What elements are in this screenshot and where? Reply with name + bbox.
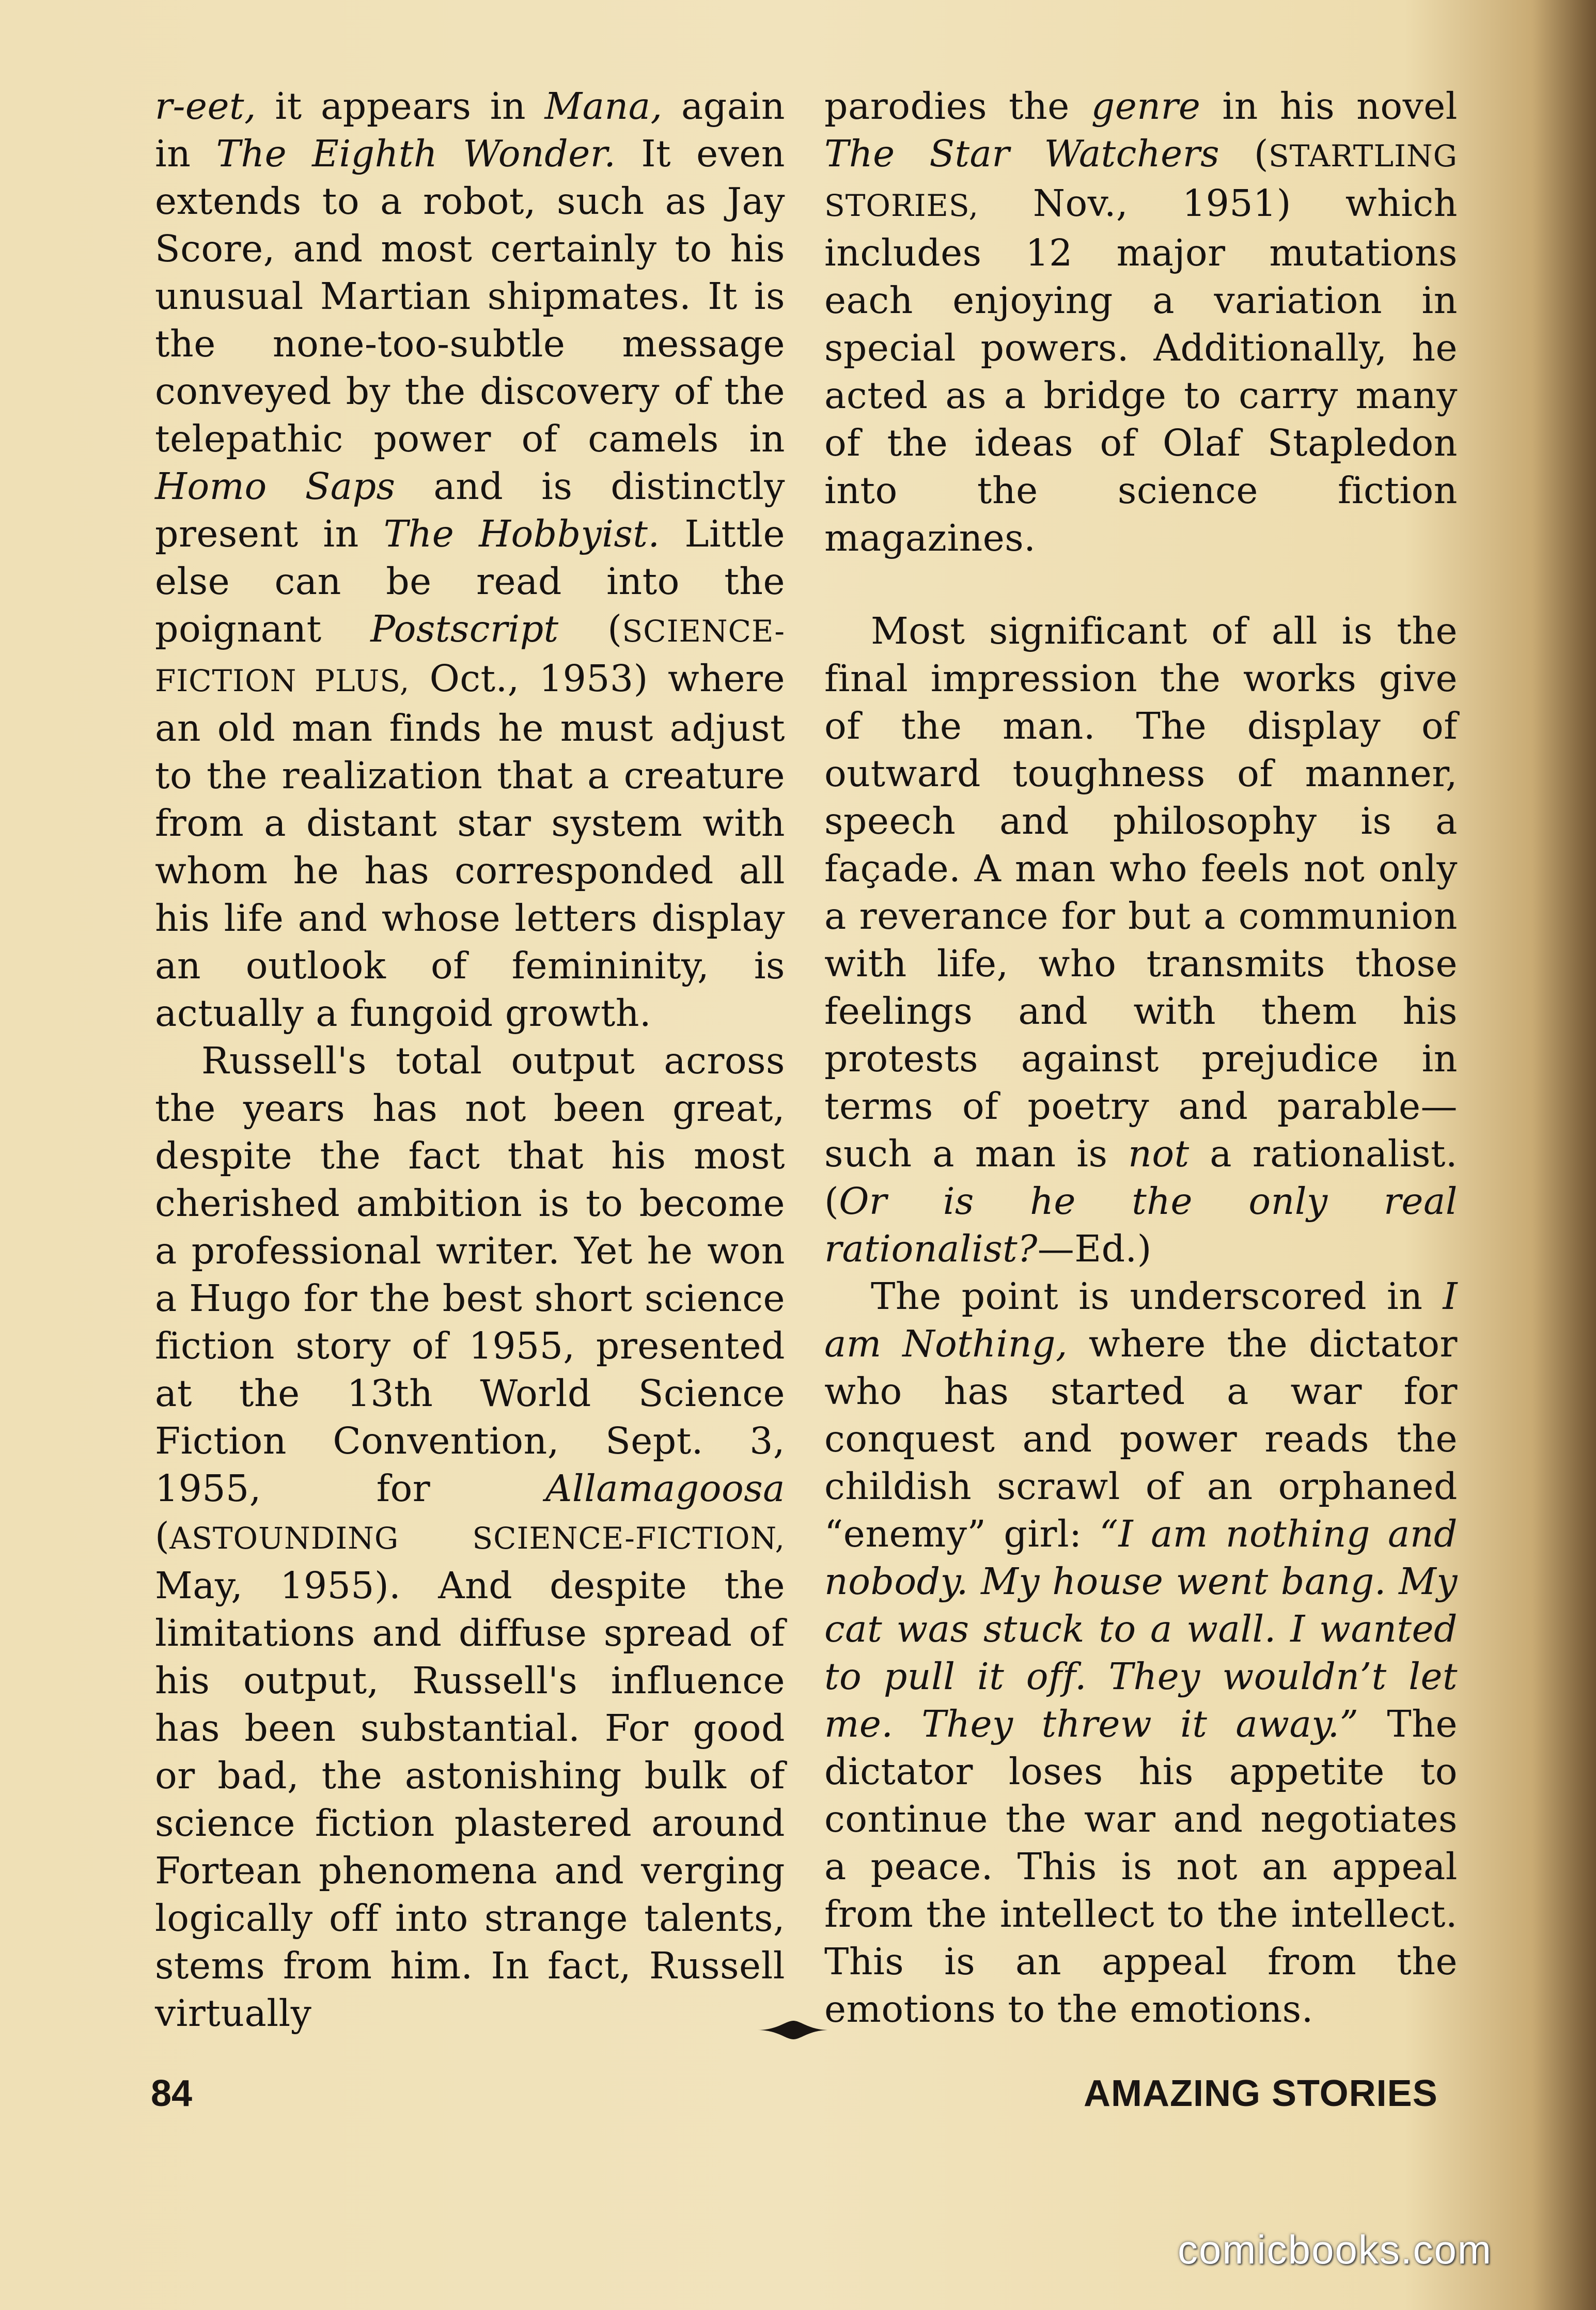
text-run: where the dictator who has started a war for conquest and power reads the childish scrawl of an orphaned “enemy” girl:: [824, 1322, 1458, 1555]
text-run: It even extends to a robot, such as Jay Score, and most certainly to his unusual Martian shipmates. It is the none-too-subtle message conveyed by the discovery of the telepathic power of camels in: [155, 132, 785, 460]
text-run: The point is underscored in: [871, 1275, 1443, 1318]
running-title: AMAZING STORIES: [1084, 2073, 1438, 2114]
italic-quote: “I am nothing and nobody. My house went bang. My cat was stuck to a wall. I wanted to pull it off. They wouldn’t let me. They threw it away.”: [824, 1512, 1458, 1745]
italic-title: Homo Saps: [155, 465, 396, 508]
text-run: Oct., 1953) where an old man finds he must adjust to the realization that a creature from a distant star system with whom he has corresponded all his life and whose letters display an outlook of femininity, is actually a fungoid growth.: [155, 657, 785, 1035]
paragraph: [824, 607, 1458, 1273]
text-run: Most significant of all is the final impression the works give of the man. The display of outward toughness of manner, speech and philosophy is a façade. A man who feels not only a reverance for but a communion with life, who transmits those feelings and with them his protests against prejudice in terms of poetry and parable—such a man is: [824, 610, 1458, 1175]
paragraph: [824, 1273, 1458, 2033]
text-run: in his novel: [1200, 85, 1458, 128]
text-run: (: [155, 1515, 170, 1557]
left-text-column: [155, 83, 785, 2037]
italic-text: r-eet,: [155, 85, 257, 128]
paragraph: [824, 83, 1458, 562]
paragraph: [155, 1037, 785, 2037]
right-text-column: [824, 83, 1458, 2033]
text-run: again in: [155, 85, 785, 175]
text-run: it appears in: [256, 85, 545, 128]
italic-text: Or is he the only real rationalist?: [824, 1180, 1458, 1270]
italic-title: Mana,: [544, 85, 663, 128]
text-run: May, 1955). And despite the limitations and diffuse spread of his output, Russell's influence has been substantial. For good or bad, the astonishing bulk of science fiction plastered around Fortean phenomena and verging logically off into strange talents, stems from him. In fact, Russell virtually: [155, 1564, 785, 2035]
italic-text: not: [1128, 1132, 1190, 1175]
italic-text: genre: [1091, 85, 1201, 128]
italic-title: Allamagoosa: [545, 1467, 785, 1510]
text-run: parodies the: [824, 85, 1091, 128]
section-end-ornament-icon: [757, 2019, 830, 2041]
italic-title: The Hobbyist.: [383, 512, 660, 555]
text-run: Little else can be read into the poignant: [155, 512, 785, 650]
text-run: and is distinctly present in: [155, 465, 785, 555]
text-run: (: [558, 607, 622, 650]
text-run: Russell's total output across the years has not been great, despite the fact that his most cherished ambition is to become a professional writer. Yet he won a Hugo for the best short science fiction story of 1955, presented at the 13th World Science Fiction Convention, Sept. 3, 1955, for: [155, 1039, 785, 1510]
text-run: —Ed.): [1037, 1227, 1152, 1270]
magazine-name: STARTLING STORIES,: [824, 138, 1458, 223]
magazine-name: ASTOUNDING SCIENCE-FICTION,: [169, 1521, 785, 1556]
watermark: comicbooks.com: [1178, 2227, 1492, 2272]
italic-title: The Eighth Wonder.: [216, 132, 616, 175]
text-run: Nov., 1951) which includes 12 major mutations each enjoying a variation in special powers. Additionally, he acted as a bridge to carry many of the ideas of Olaf Stapledon into the science fiction magazines.: [824, 182, 1458, 559]
italic-title: The Star Watchers: [824, 132, 1220, 175]
magazine-name: SCIENCE-FICTION PLUS,: [155, 614, 785, 698]
page-number: 84: [151, 2073, 193, 2114]
text-run: (: [1219, 132, 1269, 175]
italic-title: Postscript: [370, 607, 559, 650]
text-run: a rationalist. (: [824, 1132, 1458, 1223]
italic-title: I am Nothing,: [824, 1275, 1458, 1365]
paragraph: [155, 83, 785, 1037]
text-run: The dictator loses his appetite to continue the war and negotiates a peace. This is not an appeal from the intellect to the intellect. This is an appeal from the emotions to the emotions.: [824, 1703, 1458, 2031]
